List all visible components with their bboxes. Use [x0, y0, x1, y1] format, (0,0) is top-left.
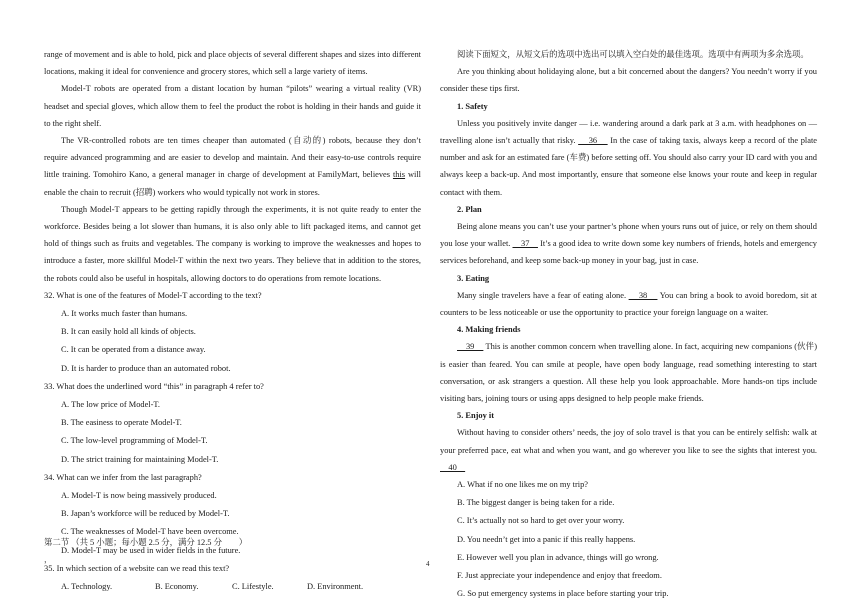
blank-40: 40	[440, 462, 466, 472]
q35-options	[61, 578, 421, 596]
safety-paragraph	[440, 115, 817, 201]
cloze-option-d: D. You needn’t get into a panic if this really happens.	[457, 534, 636, 544]
passage-paragraph-2: Model-T robots are operated from a distant location by human “pilots” wearing a virtual reality (VR) headset and special gloves, which allow them to feel the product the robot is holding in their hands and guide it to the right shelf.	[44, 84, 421, 128]
enjoy-pre: Without having to consider others’ needs, the joy of solo travel is that you can be entirely selfish: walk at your preferred pace, eat what and when you want, and go wherever you like to see the sights that interest you.	[440, 428, 817, 455]
blank-36: 36	[578, 136, 608, 146]
stray-mark: ，	[44, 555, 52, 564]
q35-option-d: D. Environment.	[307, 582, 364, 592]
plan-post: It’s a good idea to write down some key numbers of friends, hotels and emergency services beforehand, and keep some back-up money in your bag, just in case.	[440, 239, 817, 266]
cloze-option-e: E. However well you plan in advance, things will go wrong.	[457, 552, 659, 562]
passage-paragraph-3	[44, 132, 421, 201]
question-32: 32. What is one of the features of Model-T according to the text?	[44, 290, 262, 300]
cloze-intro: Are you thinking about holidaying alone, but a bit concerned about the dangers? You needn’t worry if you consider these tips first.	[440, 67, 817, 94]
cloze-instructions: 阅读下面短文，从短文后的选项中选出可以填入空白处的最佳选项。选项中有两项为多余选项。	[457, 50, 809, 59]
q33-option-b: B. The easiness to operate Model-T.	[61, 418, 182, 428]
heading-safety: 1. Safety	[457, 101, 488, 111]
q32-option-b: B. It can easily hold all kinds of objects.	[61, 327, 196, 337]
q33-option-a: A. The low price of Model-T.	[61, 400, 160, 410]
q32-option-d: D. It is harder to produce than an automated robot.	[61, 363, 231, 373]
plan-paragraph	[440, 218, 817, 270]
q35-option-b: B. Economy.	[155, 582, 199, 592]
left-column	[44, 46, 421, 596]
enjoy-paragraph	[440, 424, 817, 476]
paragraph-3-text: The VR-controlled robots are ten times cheaper than automated (自动的) robots, because they don’t require advanced programming and are easier to develop and maintain. And their easy-to-use controls require little training. Tomohiro Kano, a general manager in charge of development at FamilyMart,	[44, 136, 421, 180]
eating-pre: Many single travelers have a fear of eating alone.	[457, 290, 629, 300]
question-33: 33. What does the underlined word “this” in paragraph 4 refer to?	[44, 381, 264, 391]
cloze-option-g: G. So put emergency systems in place before starting your trip.	[457, 589, 669, 599]
blank-39: 39	[457, 342, 484, 352]
paragraph-3-post: will enable the chain to recruit (招聘) workers who would typically not work in stores.	[44, 170, 422, 197]
cloze-option-c: C. It’s actually not so hard to get over your worry.	[457, 516, 625, 526]
heading-enjoy-it: 5. Enjoy it	[457, 411, 494, 421]
heading-eating: 3. Eating	[457, 273, 490, 283]
eating-paragraph	[440, 287, 817, 321]
section-2-heading: 第二节 （共 5 小题；每小题 2.5 分，满分 12.5 分 ）	[44, 538, 248, 547]
heading-making-friends: 4. Making friends	[457, 325, 521, 335]
q33-option-d: D. The strict training for maintaining Model-T.	[61, 454, 219, 464]
blank-37: 37	[512, 239, 538, 249]
cloze-option-f: F. Just appreciate your independence and enjoy that freedom.	[457, 571, 662, 581]
page-number: 4	[426, 560, 430, 568]
question-34: 34. What can we infer from the last paragraph?	[44, 472, 202, 482]
blank-38: 38	[628, 290, 658, 300]
q32-option-c: C. It can be operated from a distance away.	[61, 345, 206, 355]
friends-post: This is another common concern when travelling alone. In fact, acquiring new companions (伙伴) is easier than feared. You can smile at people, have open body language, read something interesting to start conversation, or ask strangers a question. All these help you look approachable. More hands-on tips include visiting bars, joining tours or using apps designed to help people make friends.	[440, 342, 817, 404]
q34-option-b: B. Japan’s workforce will be reduced by Model-T.	[61, 509, 230, 519]
q34-option-d: D. Model-T may be used in wider fields in the future.	[61, 545, 241, 555]
heading-plan: 2. Plan	[457, 204, 482, 214]
passage-paragraph-4: Though Model-T appears to be getting rapidly through the experiments, it is not quite ready to enter the workforce. Besides being a lot slower than humans, it is also only able to lift packaged items, and cannot get hold of things such as fruits and vegetables. The company is working to improve the weaknesses and hopes to introduce a faster, more skillful Model-T within the next two years. They believe that in addition to the stores, the robots could also be useful in hospitals, allowing doctors to do operations from remote locations.	[44, 204, 421, 283]
safety-post: In the case of taking taxis, always keep a record of the plate number and ask for an estimated fare (车费) before setting off. You should also carry your ID card with you and always keep a back-up. And most importantly, ensure that someone else knows your route and keep in regular contact with them.	[440, 136, 817, 197]
q35-option-c: C. Lifestyle.	[232, 582, 274, 592]
safety-pre: Unless you positively invite danger — i.e. wandering around a dark park at 3 a.m. with headphones on — travelling alone isn’t actually that risky.	[440, 118, 817, 146]
cloze-option-b: B. The biggest danger is being taken for a ride.	[457, 498, 615, 508]
q34-option-c: C. The weaknesses of Model-T have been overcome.	[61, 527, 239, 537]
q33-option-c: C. The low-level programming of Model-T.	[61, 436, 208, 446]
q34-option-a: A. Model-T is now being massively produced.	[61, 491, 217, 501]
right-column	[440, 46, 817, 604]
underlined-this: this	[392, 170, 406, 180]
q35-option-a: A. Technology.	[61, 582, 113, 592]
cloze-option-a: A. What if no one likes me on my trip?	[457, 480, 589, 490]
friends-paragraph	[440, 338, 817, 407]
q32-option-a: A. It works much faster than humans.	[61, 309, 188, 319]
plan-pre: Being alone means you can’t use your partner’s phone when yours runs out of juice, or rely on them should you lose your wallet.	[440, 222, 817, 249]
paragraph-3-pre: believes	[362, 170, 393, 180]
question-35: 35. In which section of a website can we read this text?	[44, 563, 230, 573]
passage-paragraph-1: range of movement and is able to hold, pick and place objects of several different shapes and sizes into different locations, making it ideal for convenience and grocery stores, which sell a large variety of items.	[44, 50, 421, 77]
eating-post: You can bring a book to avoid boredom, sit at counters to be less noticeable or use the opportunity to practice your foreign language on a waiter.	[440, 290, 818, 318]
